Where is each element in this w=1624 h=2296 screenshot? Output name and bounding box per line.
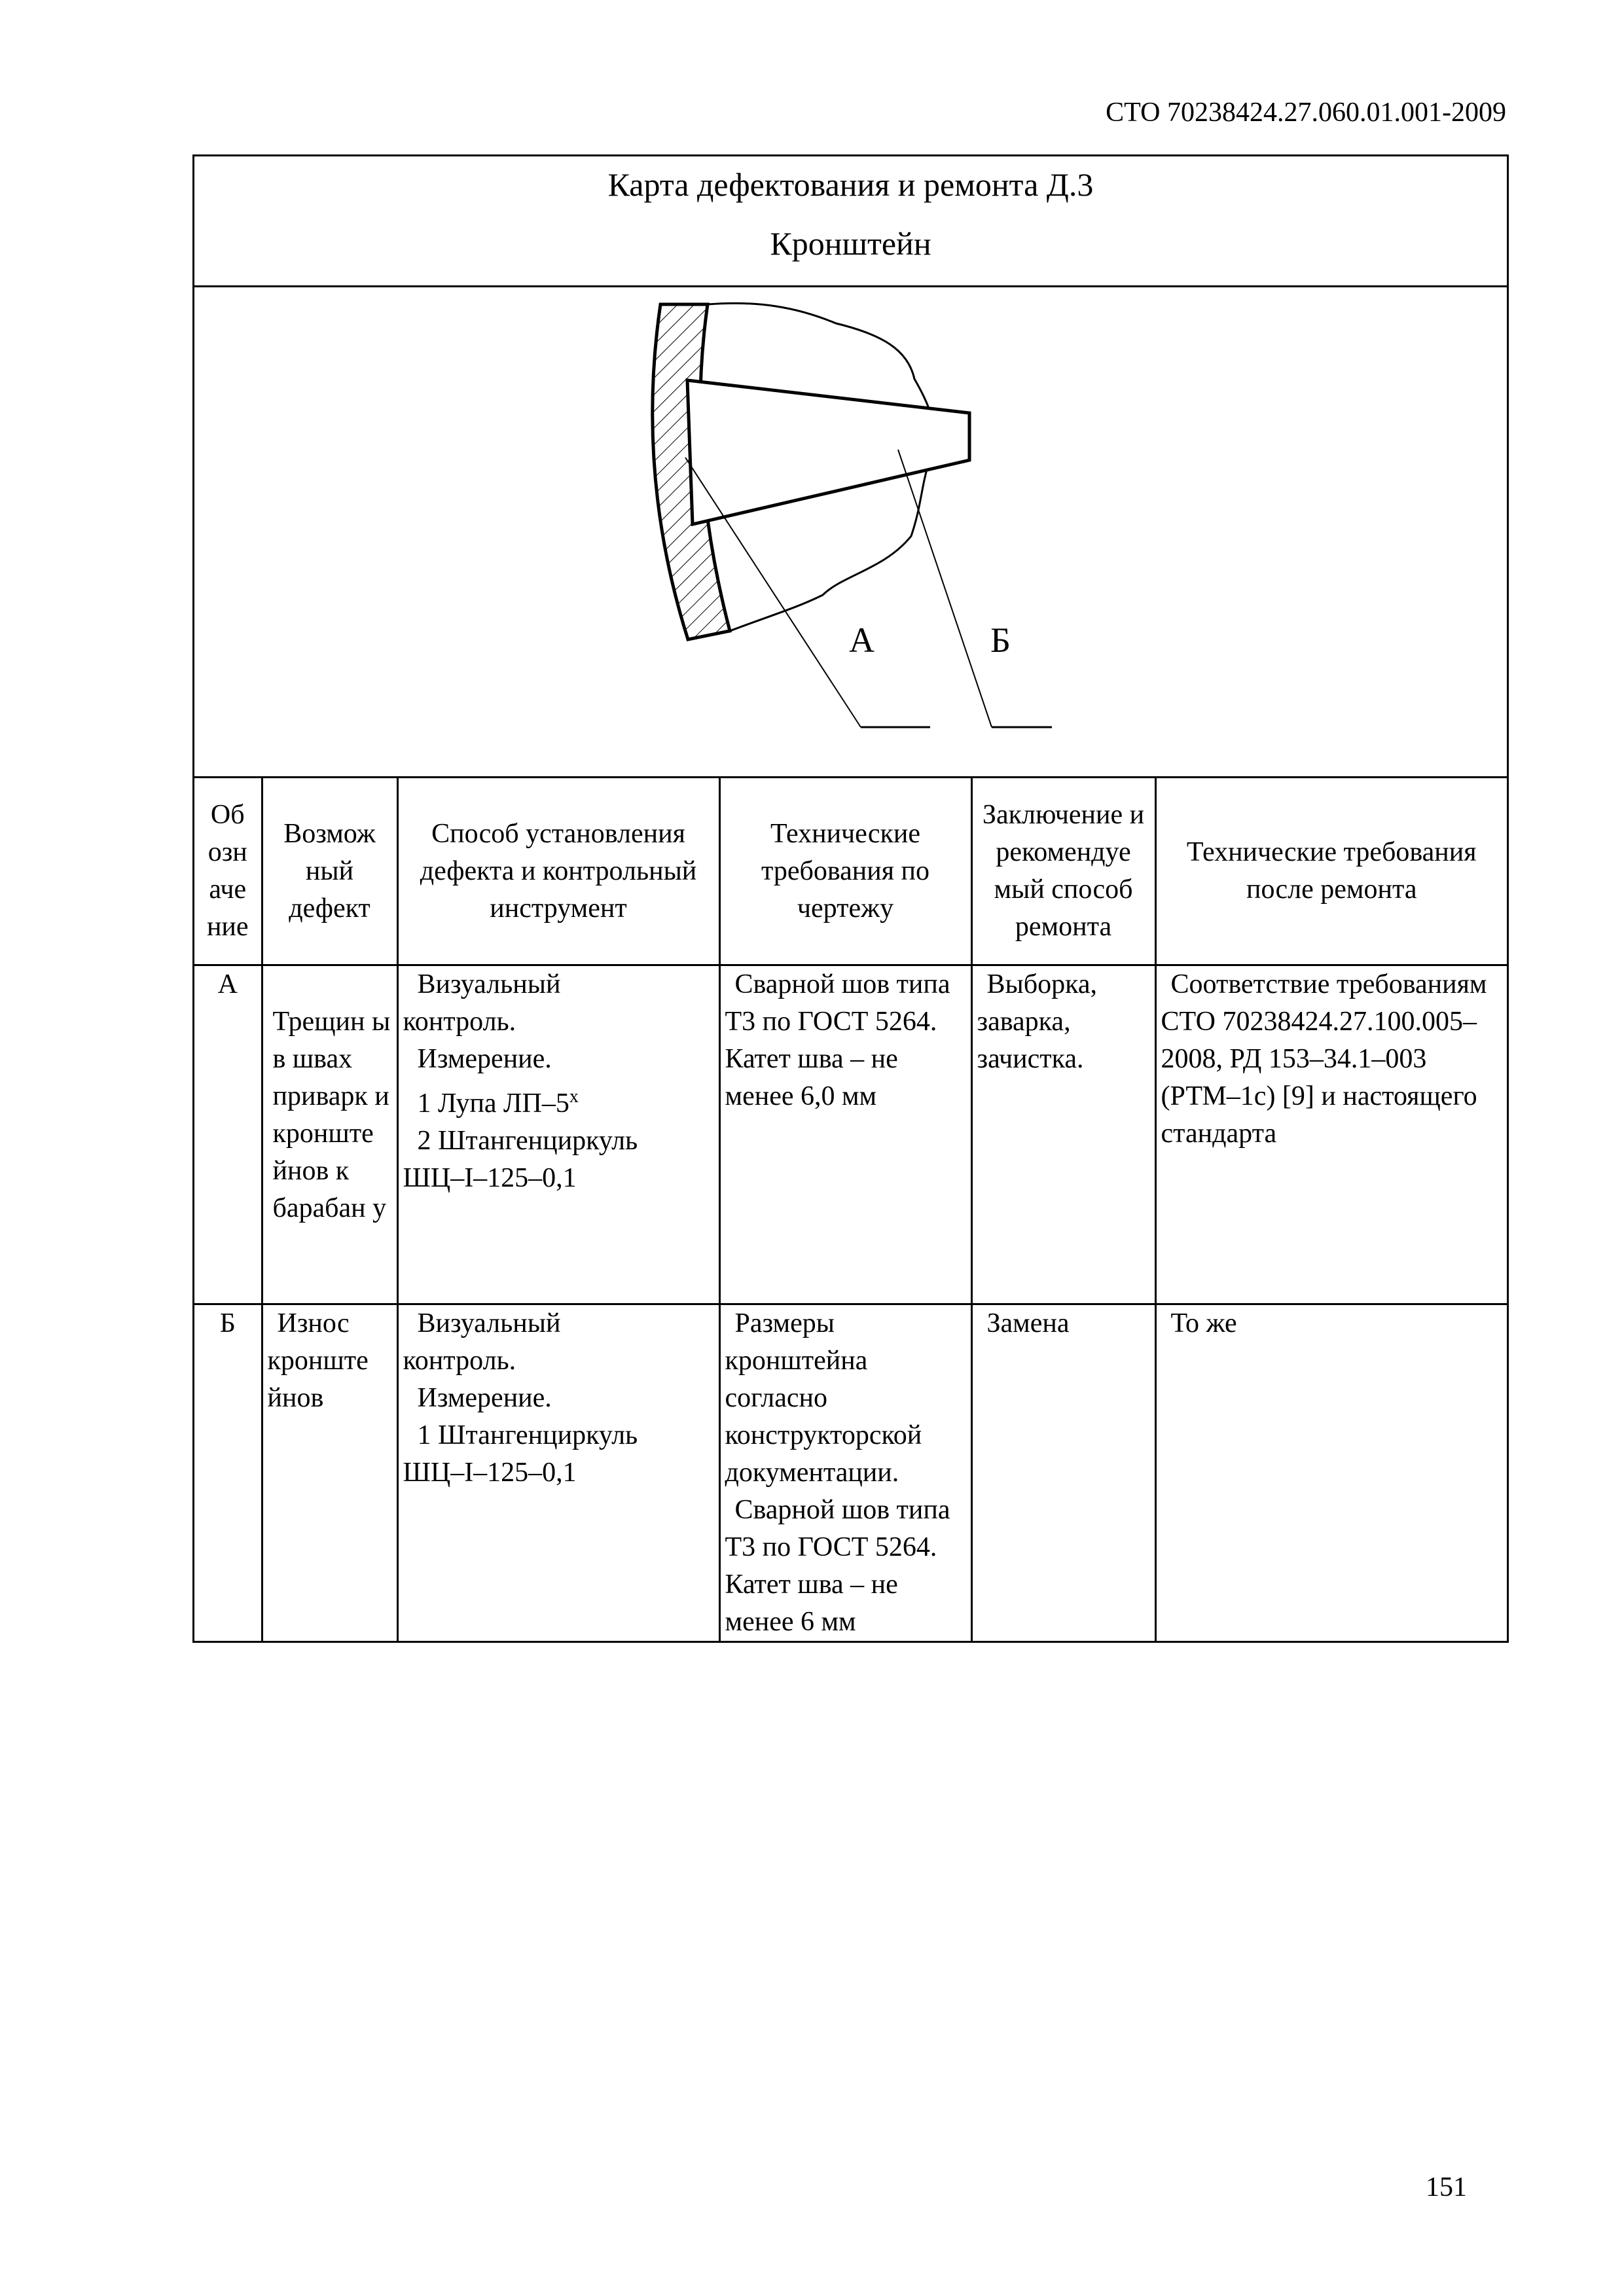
table-header-row — [194, 778, 1507, 965]
row-after-repair — [1155, 1304, 1507, 1643]
method-line: 2 Штангенциркуль — [417, 1126, 638, 1156]
row-defect — [262, 965, 397, 1304]
document-code: СТО 70238424.27.060.01.001-2009 — [1106, 98, 1506, 128]
row-code: А — [194, 965, 262, 1304]
header-detection-method: Способ установления дефекта и контрольный инструмент — [397, 778, 719, 965]
conclusion-text: Замена — [986, 1308, 1070, 1338]
card-title-block — [194, 156, 1507, 287]
row-conclusion — [971, 965, 1155, 1304]
method-line: Визуальный — [417, 969, 561, 999]
conclusion-text: Выборка, заварка, зачистка. — [977, 969, 1098, 1074]
bracket-drawing — [194, 287, 1507, 778]
page-number: 151 — [1426, 2172, 1467, 2202]
callout-b-label: Б — [990, 620, 1011, 660]
callout-a-label: А — [849, 620, 875, 660]
row-code: Б — [194, 1304, 262, 1643]
row-defect-text: Трещин ы в швах приварк и кронште йнов к барабан у — [272, 1007, 391, 1223]
row-defect-text: Износ кронште йнов — [267, 1308, 369, 1413]
row-conclusion — [971, 1304, 1155, 1643]
method-line-magnifier — [403, 1078, 714, 1122]
requirements-text: Сварной шов типа Т3 по ГОСТ 5264. Катет шва – не менее 6 мм — [725, 1495, 950, 1637]
header-designation: Об озн аче ние — [194, 778, 262, 965]
row-method — [397, 1304, 719, 1643]
method-line: контроль. — [403, 1007, 516, 1037]
row-defect — [262, 1304, 397, 1643]
row-after-repair — [1155, 965, 1507, 1304]
row-requirements — [719, 965, 971, 1304]
method-line: 1 Штангенциркуль — [417, 1420, 638, 1450]
row-requirements — [719, 1304, 971, 1643]
header-drawing-requirements: Технические требования по чертежу — [719, 778, 971, 965]
defects-table — [194, 778, 1507, 1642]
header-after-repair: Технические требования после ремонта — [1155, 778, 1507, 965]
card-subtitle: Кронштейн — [770, 225, 931, 262]
magnifier-text: 1 Лупа ЛП–5 — [417, 1088, 569, 1119]
magnifier-superscript: х — [569, 1086, 579, 1107]
method-line: Визуальный — [417, 1308, 561, 1338]
method-line: контроль. — [403, 1346, 516, 1376]
after-repair-text: Соответствие требованиям СТО 70238424.27.100.005–2008, РД 153–34.1–003 (РТМ–1с) [9] и настоящего стандарта — [1161, 969, 1487, 1149]
requirements-text: Размеры кронштейна согласно конструкторской документации. — [725, 1308, 922, 1488]
defect-card — [192, 154, 1509, 1643]
method-line: ШЦ–I–125–0,1 — [403, 1458, 577, 1488]
leader-line-b — [898, 450, 992, 727]
method-line: Измерение. — [417, 1383, 552, 1413]
requirements-text: Сварной шов типа Т3 по ГОСТ 5264. Катет шва – не менее 6,0 мм — [725, 969, 950, 1111]
method-line: Измерение. — [417, 1044, 552, 1074]
table-row — [194, 965, 1507, 1304]
header-conclusion: Заключение и рекомендуе мый способ ремонта — [971, 778, 1155, 965]
row-method — [397, 965, 719, 1304]
after-repair-text: То же — [1170, 1308, 1237, 1338]
table-row — [194, 1304, 1507, 1643]
header-possible-defect: Возмож ный дефект — [262, 778, 397, 965]
card-title: Карта дефектования и ремонта Д.3 — [607, 166, 1094, 203]
bracket-drawing-svg — [194, 287, 1507, 775]
method-line: ШЦ–I–125–0,1 — [403, 1163, 577, 1193]
